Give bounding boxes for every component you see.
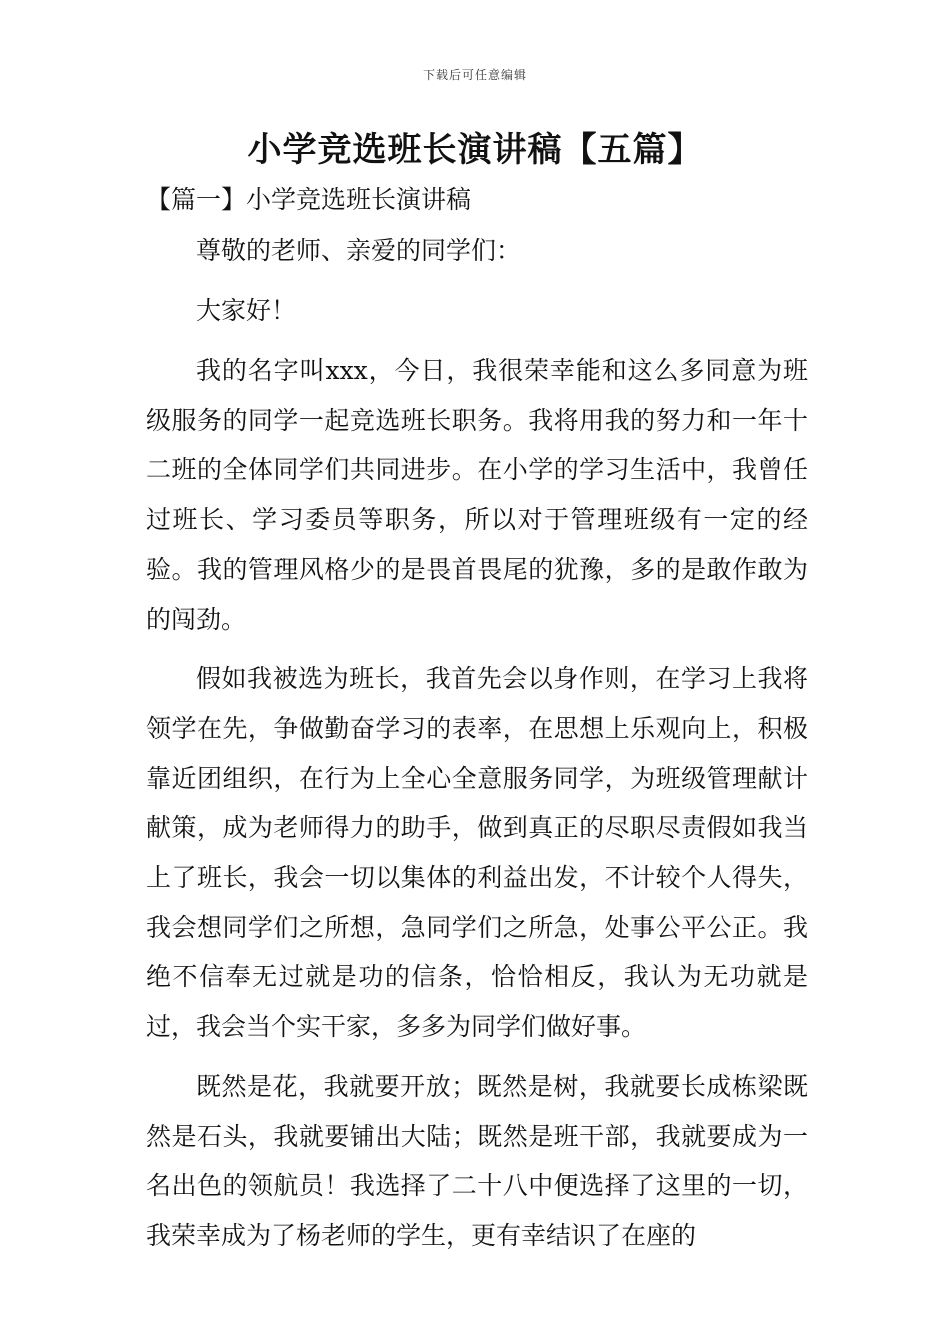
document-body <box>146 226 808 1261</box>
paragraph-resolve: 既然是花，我就要开放；既然是树，我就要长成栋梁既然是石头，我就要铺出大陆；既然是班干部，我就要成为一名出色的领航员！我选择了二十八中便选择了这里的一切，我荣幸成为了杨老师的学生，更有幸结识了在座的 <box>146 1071 808 1250</box>
section-heading: 【篇一】小学竞选班长演讲稿 <box>146 185 472 214</box>
paragraph-introduction: 我的名字叫xxx，今日，我很荣幸能和这么多同意为班级服务的同学一起竞选班长职务。我将用我的努力和一年十二班的全体同学们共同进步。在小学的学习生活中，我曾任过班长、学习委员等职务，所以对于管理班级有一定的经验。我的管理风格少的是畏首畏尾的犹豫，多的是敢作敢为的闯劲。 <box>146 356 808 634</box>
paragraph-plan: 假如我被选为班长，我首先会以身作则，在学习上我将领学在先，争做勤奋学习的表率，在思想上乐观向上，积极靠近团组织，在行为上全心全意服务同学，为班级管理献计献策，成为老师得力的助手，做到真正的尽职尽责假如我当上了班长，我会一切以集体的利益出发，不计较个人得失，我会想同学们之所想，急同学们之所急，处事公平公正。我绝不信奉无过就是功的信条，恰恰相反，我认为无功就是过，我会当个实干家，多多为同学们做好事。 <box>146 664 808 1042</box>
paragraph-greeting: 大家好！ <box>196 296 297 325</box>
document-title: 小学竞选班长演讲稿【五篇】 <box>247 130 703 170</box>
paragraph-salutation: 尊敬的老师、亲爱的同学们： <box>196 236 522 265</box>
header-note: 下载后可任意编辑 <box>422 68 527 82</box>
